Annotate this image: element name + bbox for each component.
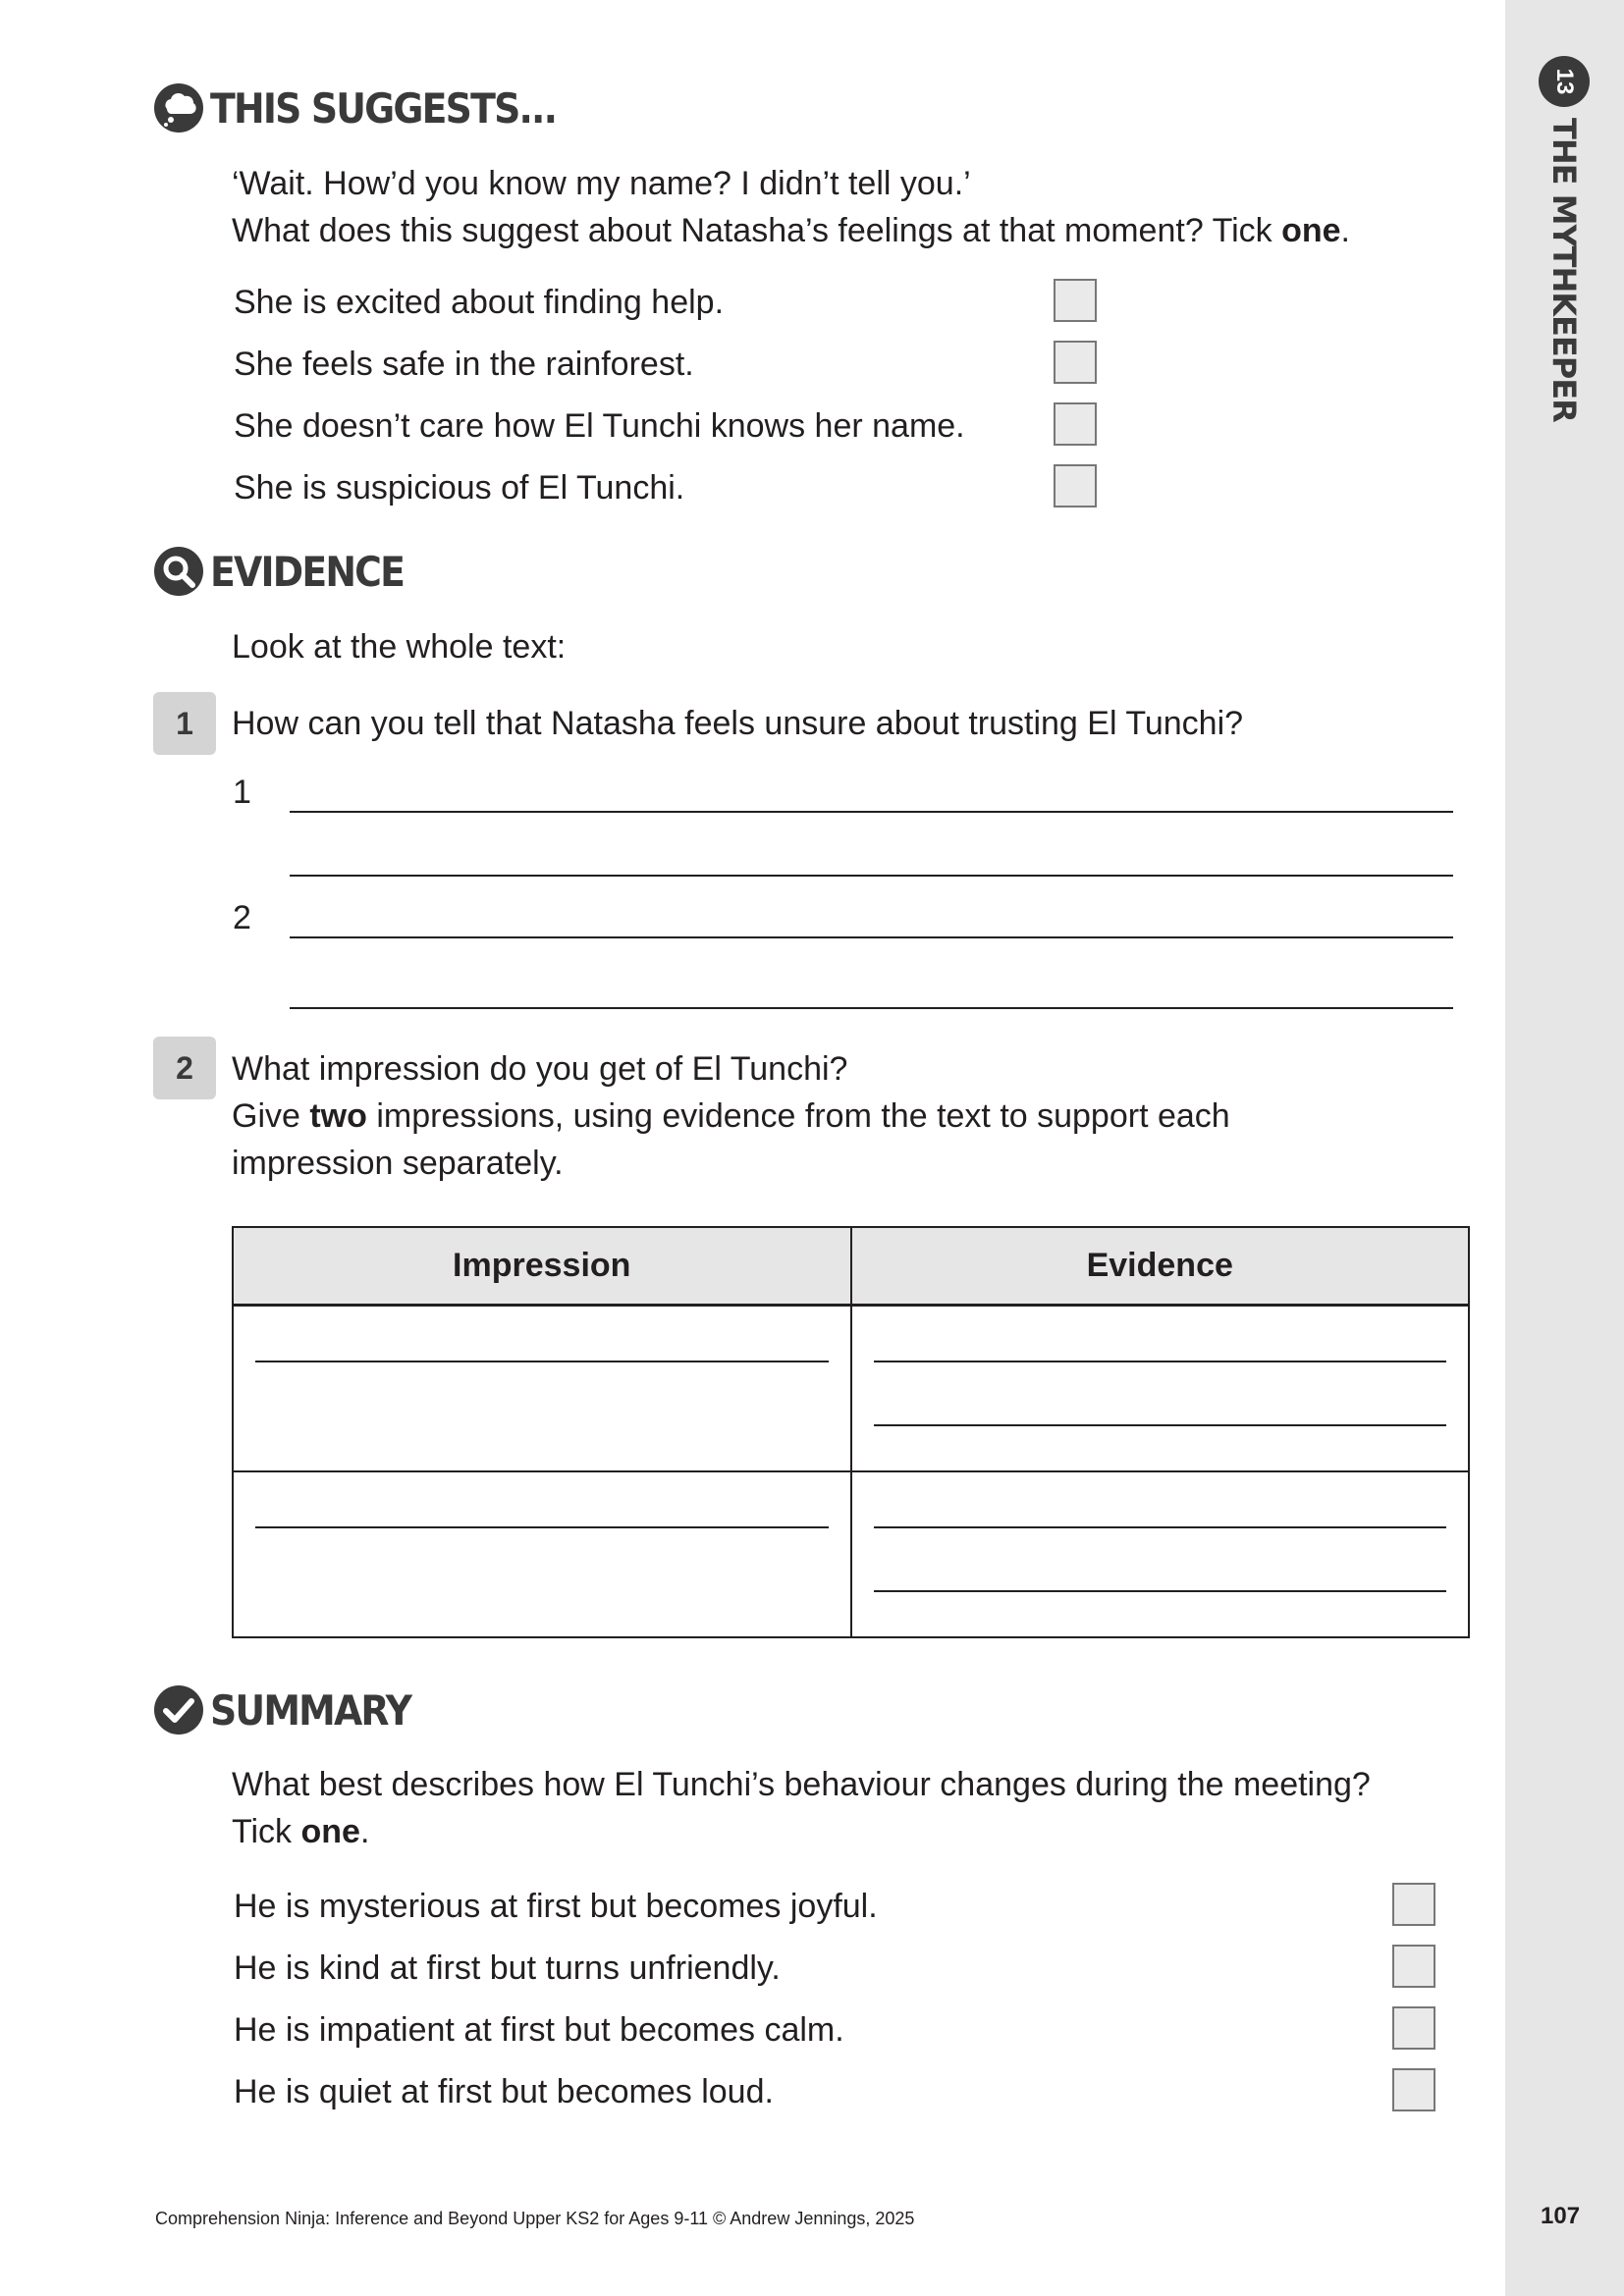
- magnifier-icon: [153, 546, 204, 597]
- question-text: impression separately.: [232, 1145, 564, 1182]
- table-row: [233, 1471, 1469, 1637]
- section-title: SUMMARY: [210, 1685, 411, 1735]
- section-title: EVIDENCE: [210, 547, 405, 596]
- option-label: She feels safe in the rainforest.: [234, 346, 694, 383]
- page-number: 107: [1541, 2203, 1581, 2229]
- answer-line[interactable]: [255, 1361, 829, 1362]
- evidence-heading: [153, 546, 425, 597]
- check-circle-icon: [153, 1684, 204, 1735]
- summary-question: Tick one.: [232, 1813, 370, 1850]
- table-row: [233, 1306, 1469, 1472]
- answer-line[interactable]: [874, 1590, 1447, 1592]
- option-label: He is mysterious at first but becomes joyful.: [234, 1888, 878, 1925]
- answer-line[interactable]: [874, 1424, 1447, 1426]
- question-text: How can you tell that Natasha feels unsure about trusting El Tunchi?: [232, 705, 1244, 742]
- answer-line[interactable]: [290, 936, 1453, 938]
- answer-number: 2: [233, 899, 251, 936]
- impression-cell[interactable]: [233, 1471, 851, 1637]
- tick-box[interactable]: [1054, 464, 1097, 507]
- answer-number: 1: [233, 774, 251, 811]
- answer-line[interactable]: [290, 1007, 1453, 1009]
- chapter-number-badge: 13: [1539, 56, 1590, 107]
- question-text: What impression do you get of El Tunchi?: [232, 1050, 848, 1088]
- table-header-impression: Impression: [233, 1227, 851, 1306]
- impression-cell[interactable]: [233, 1306, 851, 1472]
- tick-box[interactable]: [1392, 2006, 1435, 2050]
- option-label: She is excited about finding help.: [234, 284, 725, 321]
- tick-box[interactable]: [1392, 2068, 1435, 2111]
- thought-bubble-icon: [153, 82, 204, 133]
- tick-box[interactable]: [1392, 1945, 1435, 1988]
- answer-line[interactable]: [290, 811, 1453, 813]
- tick-box[interactable]: [1054, 279, 1097, 322]
- question-number-badge: 1: [153, 692, 216, 755]
- tick-box[interactable]: [1054, 341, 1097, 384]
- evidence-intro: Look at the whole text:: [232, 628, 567, 666]
- option-label: He is kind at first but turns unfriendly.: [234, 1949, 781, 1987]
- table-header-evidence: Evidence: [851, 1227, 1470, 1306]
- option-label: He is impatient at first but becomes calm.: [234, 2011, 844, 2049]
- answer-line[interactable]: [255, 1526, 829, 1528]
- option-label: He is quiet at first but becomes loud.: [234, 2073, 774, 2110]
- chapter-title: THE MYTHKEEPER: [1545, 118, 1583, 422]
- question-number-badge: 2: [153, 1037, 216, 1099]
- summary-question: What best describes how El Tunchi’s behaviour changes during the meeting?: [232, 1766, 1371, 1803]
- footer-credit: Comprehension Ninja: Inference and Beyond Upper KS2 for Ages 9-11 © Andrew Jennings, 2025: [155, 2209, 915, 2228]
- suggests-question: What does this suggest about Natasha’s feelings at that moment? Tick one.: [232, 212, 1350, 249]
- quote-text: ‘Wait. How’d you know my name? I didn’t tell you.’: [232, 165, 971, 202]
- section-title: THIS SUGGESTS...: [210, 83, 557, 133]
- impression-evidence-table: [232, 1226, 1470, 1638]
- this-suggests-heading: [153, 82, 594, 133]
- answer-line[interactable]: [290, 875, 1453, 877]
- summary-heading: [153, 1684, 433, 1735]
- answer-line[interactable]: [874, 1361, 1447, 1362]
- evidence-cell[interactable]: [851, 1306, 1470, 1472]
- option-label: She doesn’t care how El Tunchi knows her name.: [234, 407, 965, 445]
- option-label: She is suspicious of El Tunchi.: [234, 469, 685, 507]
- evidence-cell[interactable]: [851, 1471, 1470, 1637]
- tick-box[interactable]: [1054, 402, 1097, 446]
- tick-box[interactable]: [1392, 1883, 1435, 1926]
- answer-line[interactable]: [874, 1526, 1447, 1528]
- question-text: Give two impressions, using evidence from the text to support each: [232, 1097, 1230, 1135]
